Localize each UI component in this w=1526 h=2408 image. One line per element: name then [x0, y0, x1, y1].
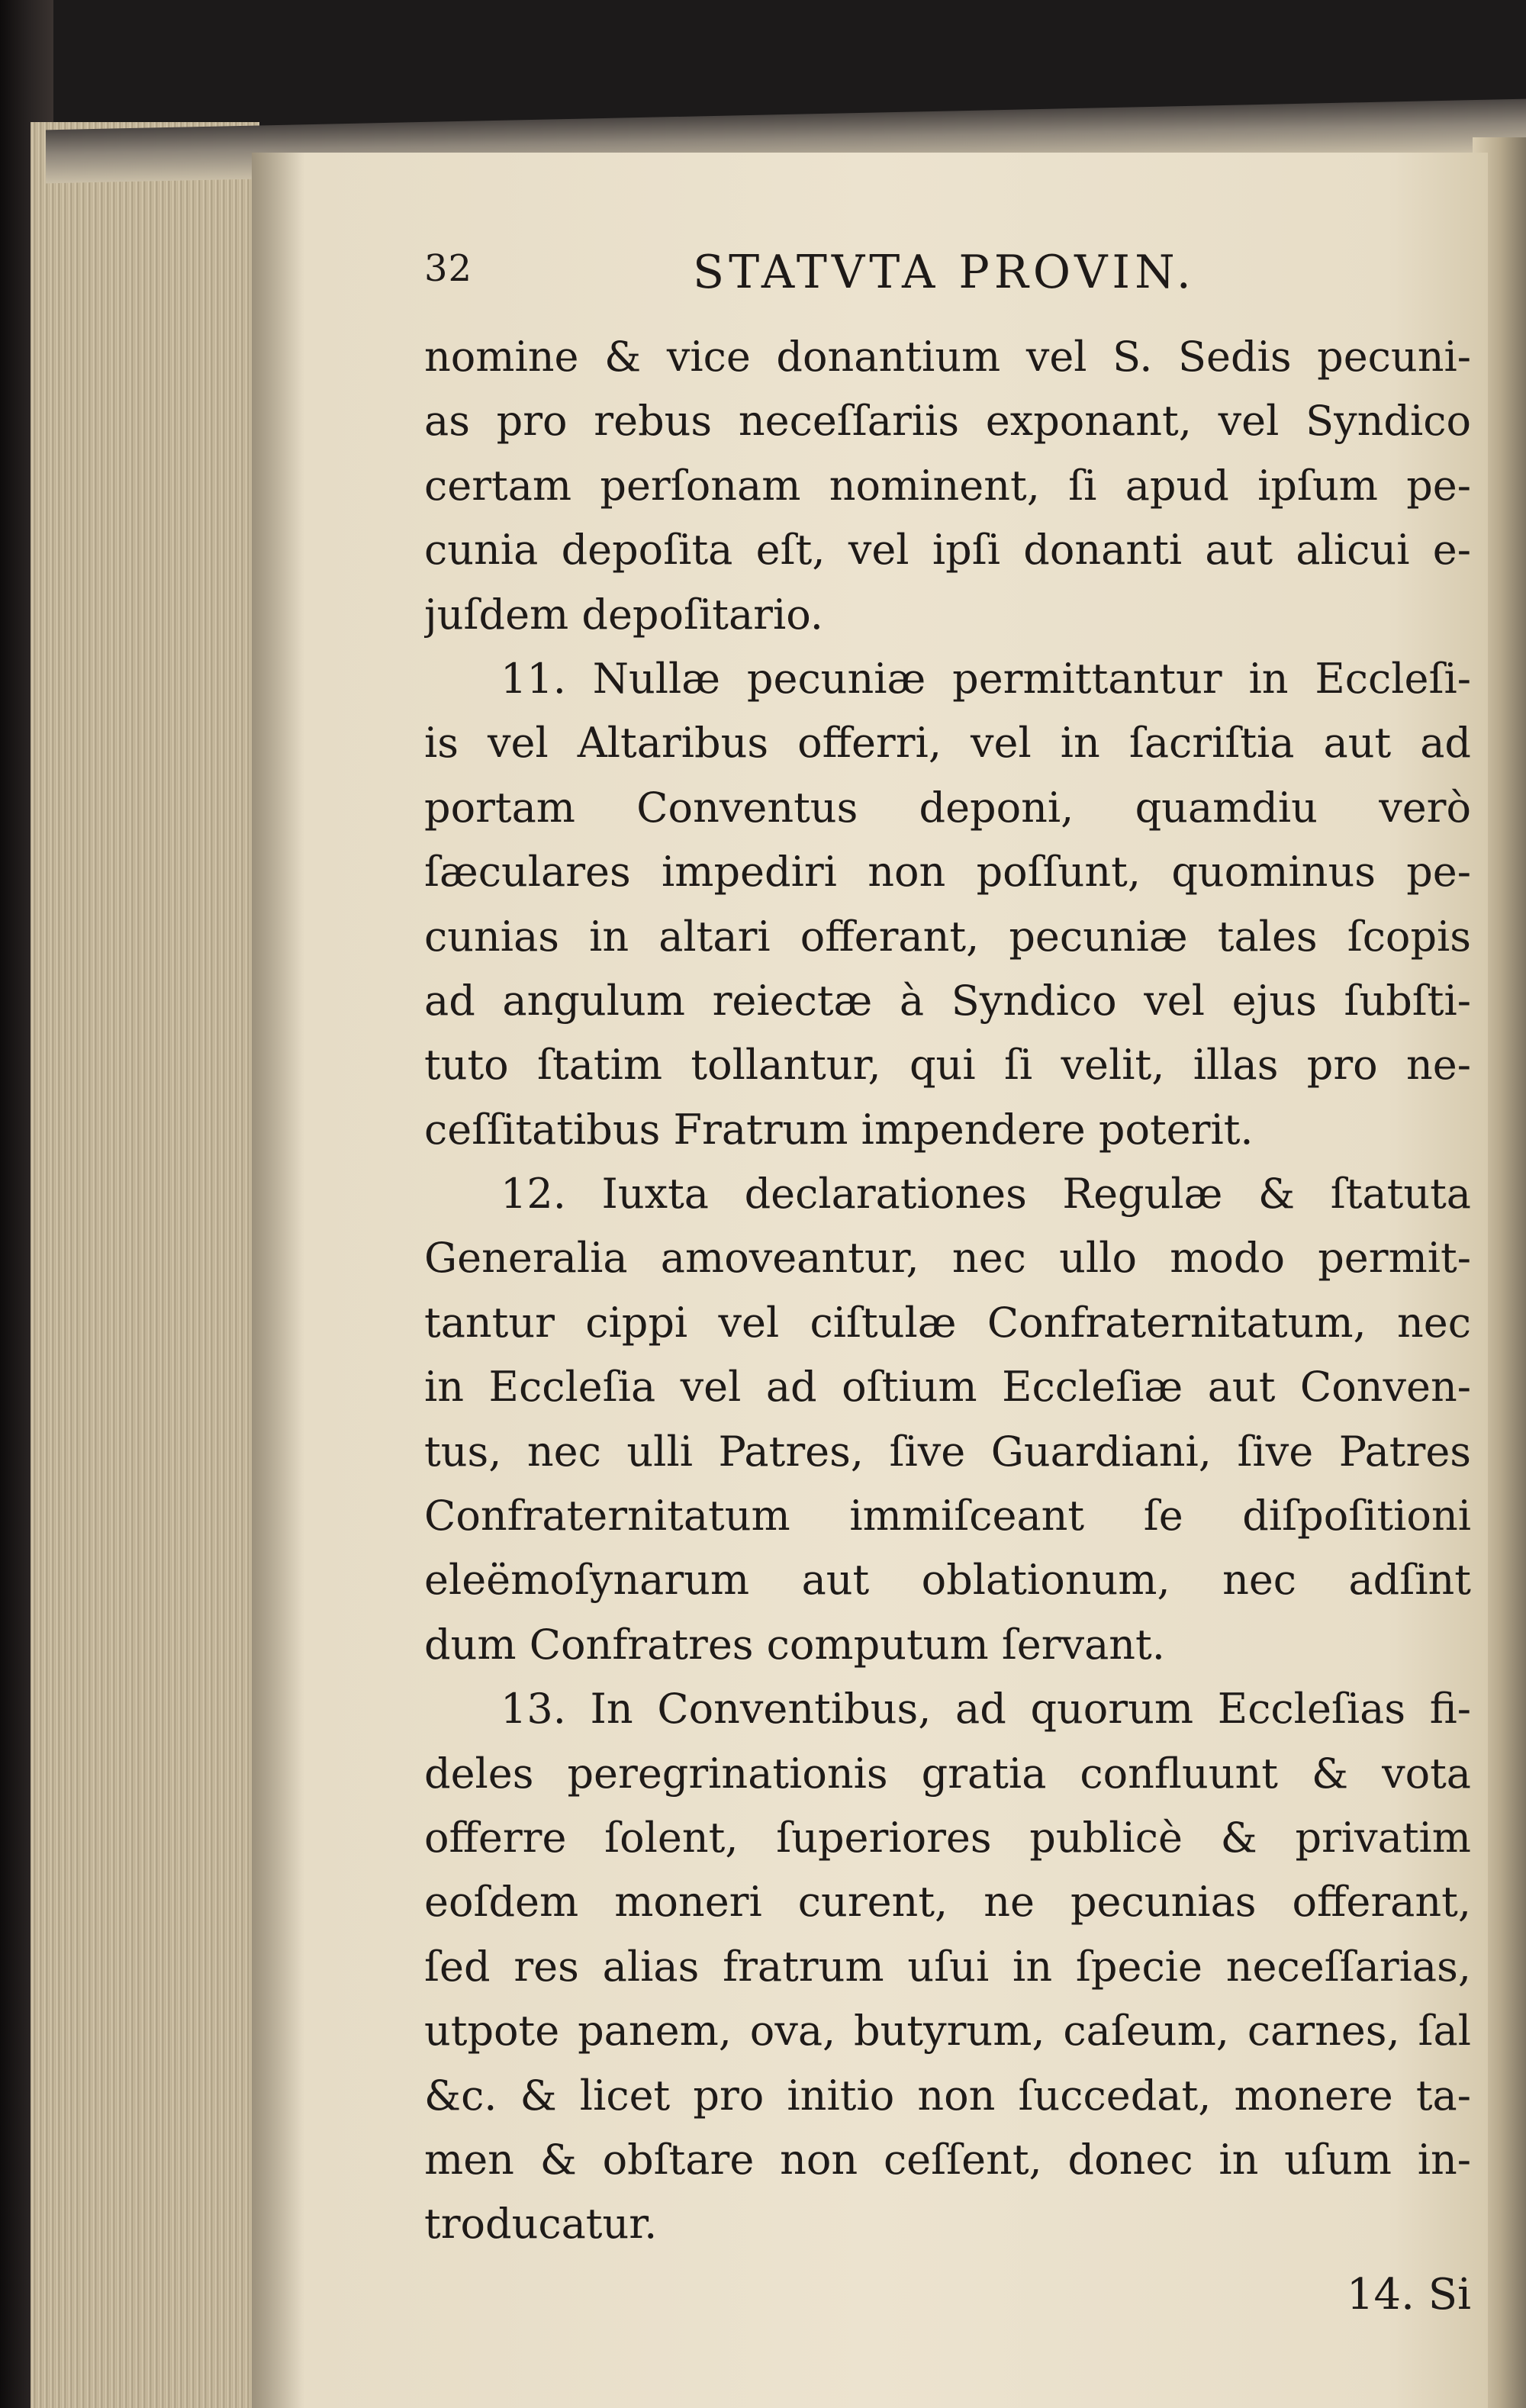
text-line: ad angulum reiectæ à Syndico vel ejus ſubſti- [424, 976, 1471, 1025]
text-line: tantur cippi vel ciſtulæ Confraternitatum, nec [424, 1298, 1471, 1347]
running-head: STATVTA PROVIN. [693, 246, 1196, 299]
text-line: ſed res alias fratrum uſui in ſpecie neceſſarias, [424, 1942, 1471, 1991]
text-line: in Eccleſia vel ad oſtium Eccleſiæ aut Conven- [424, 1363, 1471, 1412]
catchword: 14. Si [1346, 2269, 1471, 2319]
text-line: troducatur. [424, 2200, 658, 2249]
paragraph-13-start: 13. In Conventibus, ad quorum Eccleſias fi- [501, 1685, 1471, 1734]
text-line: utpote panem, ova, butyrum, caſeum, carnes, ſal [424, 2007, 1471, 2055]
gutter-shadow [252, 153, 305, 2408]
text-line: certam perſonam nominent, ſi apud ipſum pe- [424, 461, 1471, 510]
page-stack-edge [31, 122, 259, 2408]
text-line: offerre ſolent, ſuperiores publicè & privatim [424, 1813, 1471, 1862]
text-line: juſdem depoſitario. [424, 590, 823, 639]
text-line: tus, nec ulli Patres, ſive Guardiani, ſive Patres [424, 1427, 1471, 1476]
text-line: cunias in altari offerant, pecuniæ tales ſcopis [424, 912, 1471, 961]
text-line: eoſdem moneri curent, ne pecunias offerant, [424, 1878, 1471, 1927]
text-line: Generalia amoveantur, nec ullo modo permit- [424, 1234, 1471, 1283]
text-line: deles peregrinationis gratia confluunt & vota [424, 1749, 1471, 1798]
text-line: portam Conventus deponi, quamdiu verò [424, 783, 1471, 832]
text-line: is vel Altaribus offerri, vel in ſacriſtia aut ad [424, 719, 1471, 768]
text-line: tuto ſtatim tollantur, qui ſi velit, illas pro ne- [424, 1041, 1471, 1090]
text-line: nomine & vice donantium vel S. Sedis pecuni- [424, 333, 1471, 381]
text-line: men & obſtare non ceſſent, donec in uſum in- [424, 2135, 1471, 2184]
text-line: eleëmoſynarum aut oblationum, nec adſint [424, 1556, 1471, 1605]
text-line: Confraternitatum immiſceant ſe diſpoſitioni [424, 1492, 1471, 1540]
text-line: &c. & licet pro initio non ſuccedat, monere ta- [424, 2071, 1471, 2120]
text-line: as pro rebus neceſſariis exponant, vel Syndico [424, 397, 1471, 446]
text-line: ceſſitatibus Fratrum impendere poterit. [424, 1105, 1254, 1154]
paragraph-12-start: 12. Iuxta declarationes Regulæ & ſtatuta [501, 1170, 1471, 1218]
page-header [424, 243, 1471, 304]
paragraph-11-start: 11. Nullæ pecuniæ permittantur in Eccleſi- [501, 654, 1471, 703]
text-line: cunia depoſita eſt, vel ipſi donanti aut alicui e- [424, 526, 1471, 575]
text-line: ſæculares impediri non poſſunt, quominus pe- [424, 848, 1471, 897]
text-line: dum Confratres computum ſervant. [424, 1620, 1165, 1669]
printed-text-block [424, 243, 1471, 2327]
page-number: 32 [424, 247, 473, 290]
